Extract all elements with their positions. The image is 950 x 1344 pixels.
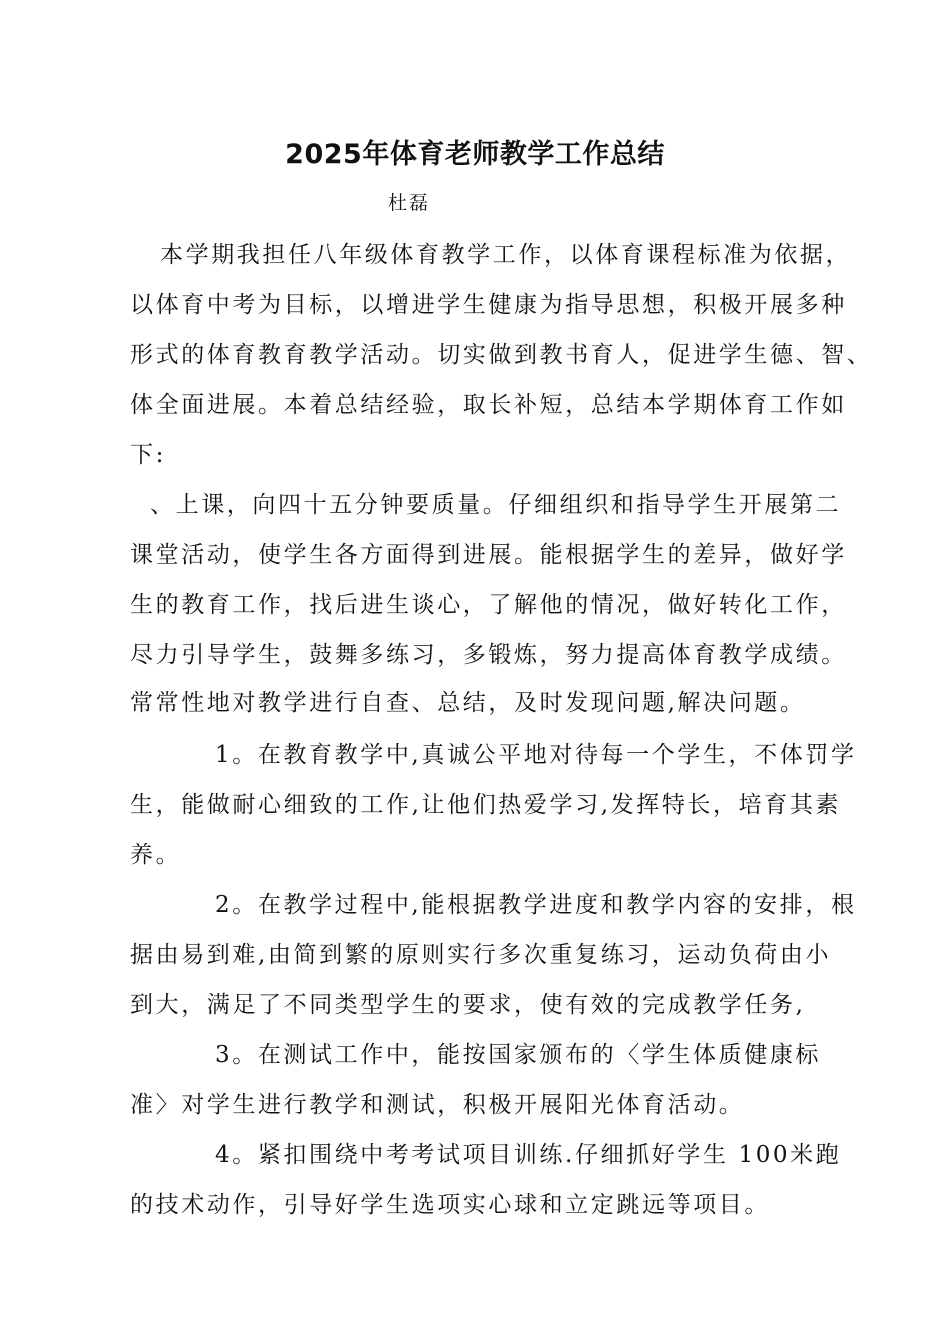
paragraph-line: 3。在测试工作中，能按国家颁布的〈学生体质健康标 — [215, 1042, 822, 1068]
paragraph-line: 下: — [130, 442, 166, 468]
document-author: 杜磊 — [388, 192, 431, 214]
paragraph-line: 4。紧扣围绕中考考试项目训练.仔细抓好学生 100米跑 — [215, 1142, 842, 1168]
paragraph-line: 、上课，向四十五分钟要质量。仔细组织和指导学生开展第二 — [150, 492, 842, 518]
paragraph-line: 准〉对学生进行教学和测试，积极开展阳光体育活动。 — [130, 1092, 745, 1118]
paragraph-line: 生，能做耐心细致的工作,让他们热爱学习,发挥特长，培育其素 — [130, 792, 842, 818]
paragraph-line: 本学期我担任八年级体育教学工作，以体育课程标准为依据， — [160, 242, 852, 268]
paragraph-line: 生的教育工作，找后进生谈心，了解他的情况，做好转化工作， — [130, 592, 847, 618]
paragraph-line: 的技术动作，引导好学生选项实心球和立定跳远等项目。 — [130, 1192, 770, 1218]
paragraph-line: 体全面进展。本着总结经验，取长补短，总结本学期体育工作如 — [130, 392, 847, 418]
paragraph-line: 2。在教学过程中,能根据教学进度和教学内容的安排，根 — [215, 892, 857, 918]
paragraph-line: 据由易到难,由简到繁的原则实行多次重复练习，运动负荷由小 — [130, 942, 832, 968]
paragraph-line: 形式的体育教育教学活动。切实做到教书育人，促进学生德、智、 — [130, 342, 873, 368]
paragraph-line: 常常性地对教学进行自查、总结，及时发现问题,解决问题。 — [130, 690, 806, 716]
paragraph-line: 尽力引导学生，鼓舞多练习，多锻炼，努力提高体育教学成绩。 — [130, 642, 847, 668]
document-title: 2025年体育老师教学工作总结 — [285, 139, 665, 170]
paragraph-line: 到大，满足了不同类型学生的要求，使有效的完成教学任务, — [130, 992, 806, 1018]
paragraph-line: 养。 — [130, 842, 182, 868]
paragraph-line: 1。在教育教学中,真诚公平地对待每一个学生，不体罚学 — [215, 742, 857, 768]
paragraph-line: 课堂活动，使学生各方面得到进展。能根据学生的差异，做好学 — [130, 542, 847, 568]
paragraph-line: 以体育中考为目标，以增进学生健康为指导思想，积极开展多种 — [130, 292, 847, 318]
